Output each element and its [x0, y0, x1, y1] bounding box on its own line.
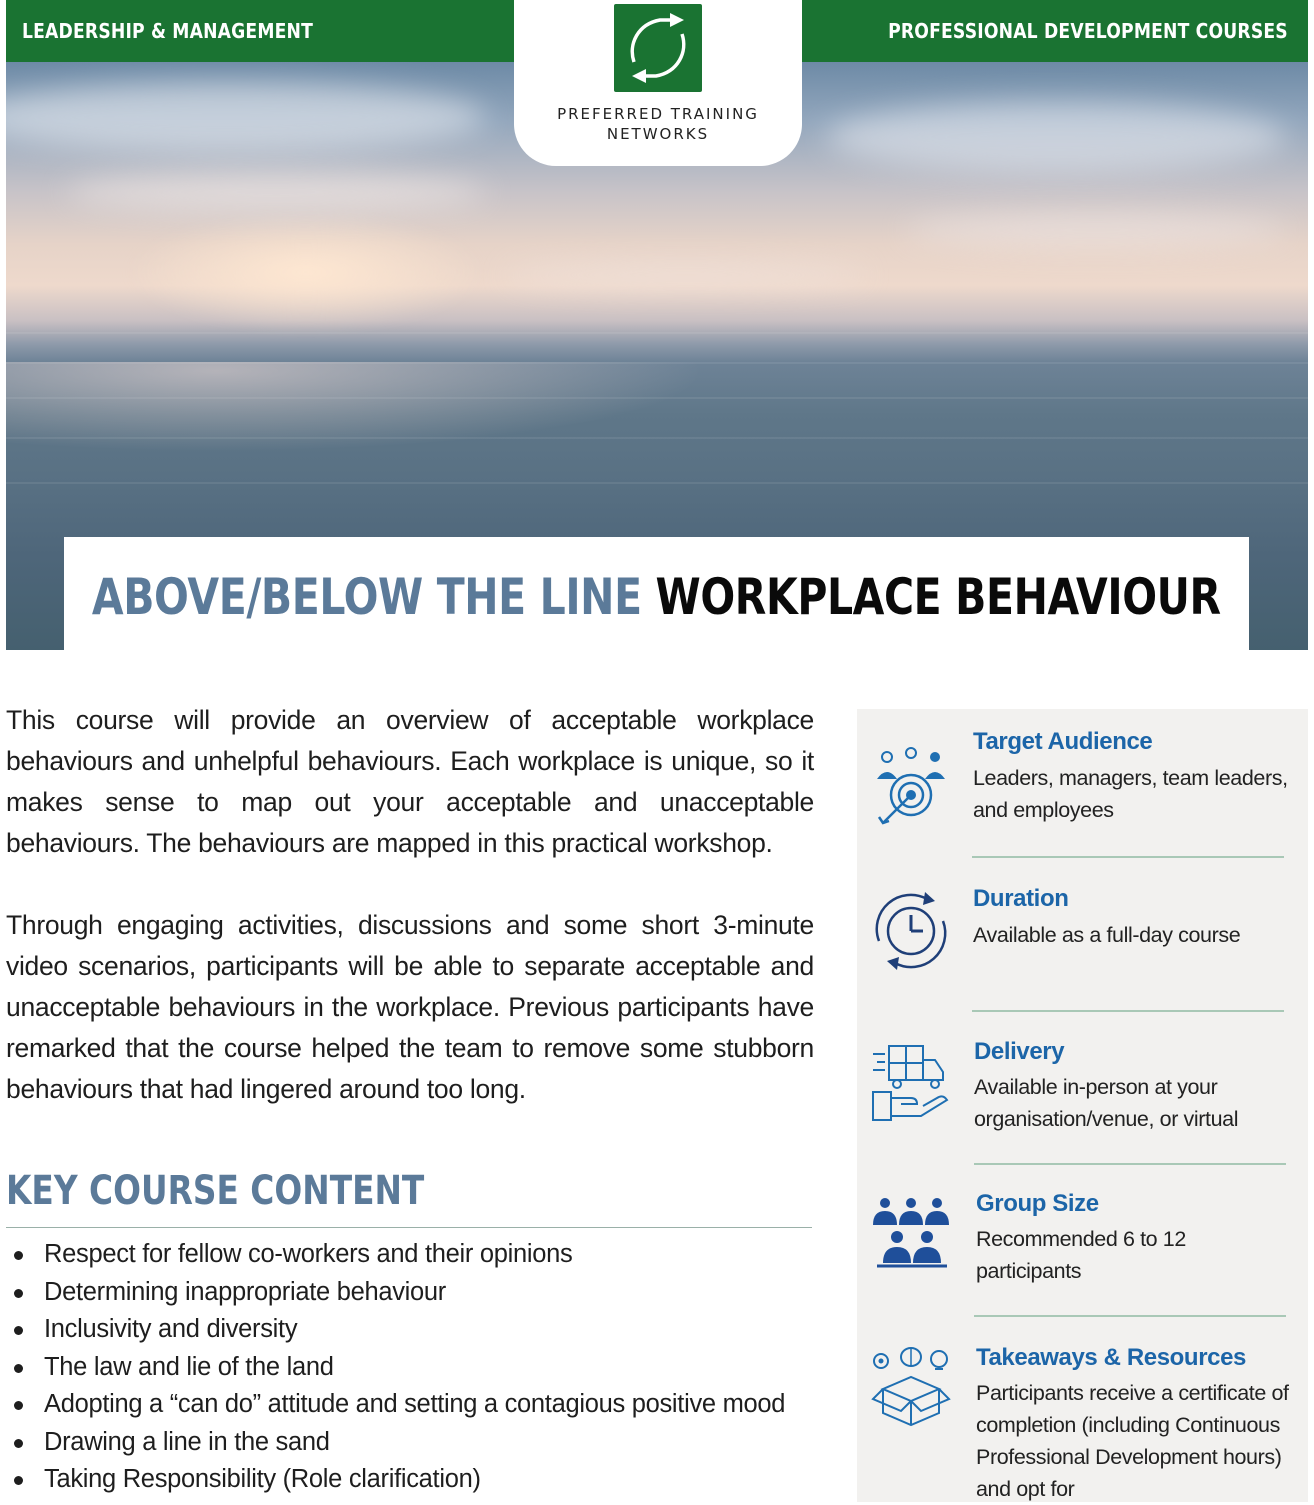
intro-paragraph-1: This course will provide an overview of acceptable workplace behaviours and unhelpful behaviours. Each workplace is unique, so it makes sense to map out your acceptable and unacceptable behaviours. The behaviours are mapped in this practical workshop.: [6, 705, 814, 858]
cloud: [506, 262, 866, 288]
course-title-part2: WORKPLACE BEHAVIOUR: [655, 567, 1221, 626]
group-people-icon: [869, 1193, 953, 1277]
divider: [974, 1163, 1286, 1165]
bullet-icon: [14, 1364, 23, 1373]
divider: [972, 1010, 1284, 1012]
cloud: [826, 102, 1286, 172]
list-item: Drawing a line in the sand: [6, 1424, 814, 1462]
header-bar-left: [6, 0, 514, 62]
bullet-icon: [14, 1326, 23, 1335]
bullet-icon: [14, 1476, 23, 1485]
sunlight-glow: [126, 212, 486, 332]
delivery-truck-icon: [869, 1042, 953, 1126]
delivery-heading: Delivery: [974, 1038, 1065, 1065]
list-item: Adopting a “can do” attitude and setting a contagious positive mood: [6, 1386, 814, 1424]
bullet-icon: [14, 1401, 23, 1410]
list-item: The law and lie of the land: [6, 1349, 814, 1387]
target-audience-heading: Target Audience: [973, 728, 1153, 755]
course-title: [92, 568, 1221, 626]
resources-box-icon: [869, 1345, 953, 1429]
list-item: Determining inappropriate behaviour: [6, 1274, 814, 1312]
bullet-icon: [14, 1439, 23, 1448]
takeaways-heading: Takeaways & Resources: [976, 1344, 1246, 1371]
duration-text: Available as a full-day course: [973, 923, 1241, 947]
divider: [6, 1227, 812, 1228]
key-content-list: [6, 1236, 814, 1499]
list-item: Taking Responsibility (Role clarification): [6, 1461, 814, 1499]
category-label: LEADERSHIP & MANAGEMENT: [22, 19, 314, 43]
duration-heading: Duration: [973, 885, 1069, 912]
logo-mark: [614, 4, 702, 92]
intro-paragraph-2: Through engaging activities, discussions and some short 3-minute video scenarios, participants will be able to separate acceptable and unacceptable behaviours in the workplace. Previous participants have remarked that the course helped the team to remove some stubborn behaviours that had lingered around too long.: [6, 910, 814, 1104]
cloud: [66, 172, 486, 212]
key-content-heading: KEY COURSE CONTENT: [6, 1168, 425, 1214]
cloud: [906, 212, 1286, 248]
group-size-heading: Group Size: [976, 1190, 1099, 1217]
divider: [974, 1315, 1286, 1317]
logo-tab: [514, 0, 802, 166]
clock-icon: [869, 889, 953, 973]
list-item: Inclusivity and diversity: [6, 1311, 814, 1349]
delivery-text: Available in-person at your organisation/venue, or virtual: [974, 1075, 1239, 1131]
target-audience-text: Leaders, managers, team leaders, and employees: [973, 766, 1288, 822]
bullet-icon: [14, 1251, 23, 1260]
course-details-sidebar: [857, 709, 1308, 1502]
bullet-icon: [14, 1289, 23, 1298]
course-title-band: [64, 537, 1249, 650]
cloud: [6, 82, 486, 152]
course-title-part1: ABOVE/BELOW THE LINE: [92, 567, 642, 626]
divider: [972, 856, 1284, 858]
circular-arrows-icon: [614, 4, 702, 92]
target-audience-icon: [869, 745, 953, 829]
series-label: PROFESSIONAL DEVELOPMENT COURSES: [888, 19, 1288, 43]
header-bar-right: [802, 0, 1308, 62]
group-size-text: Recommended 6 to 12 participants: [976, 1227, 1186, 1283]
course-intro: [6, 700, 814, 1151]
logo-text: PREFERRED TRAINING NETWORKS: [557, 105, 759, 143]
takeaways-text: Participants receive a certificate of completion (including Continuous Professional Development hours) and opt for: [976, 1381, 1289, 1501]
list-item: Respect for fellow co-workers and their opinions: [6, 1236, 814, 1274]
